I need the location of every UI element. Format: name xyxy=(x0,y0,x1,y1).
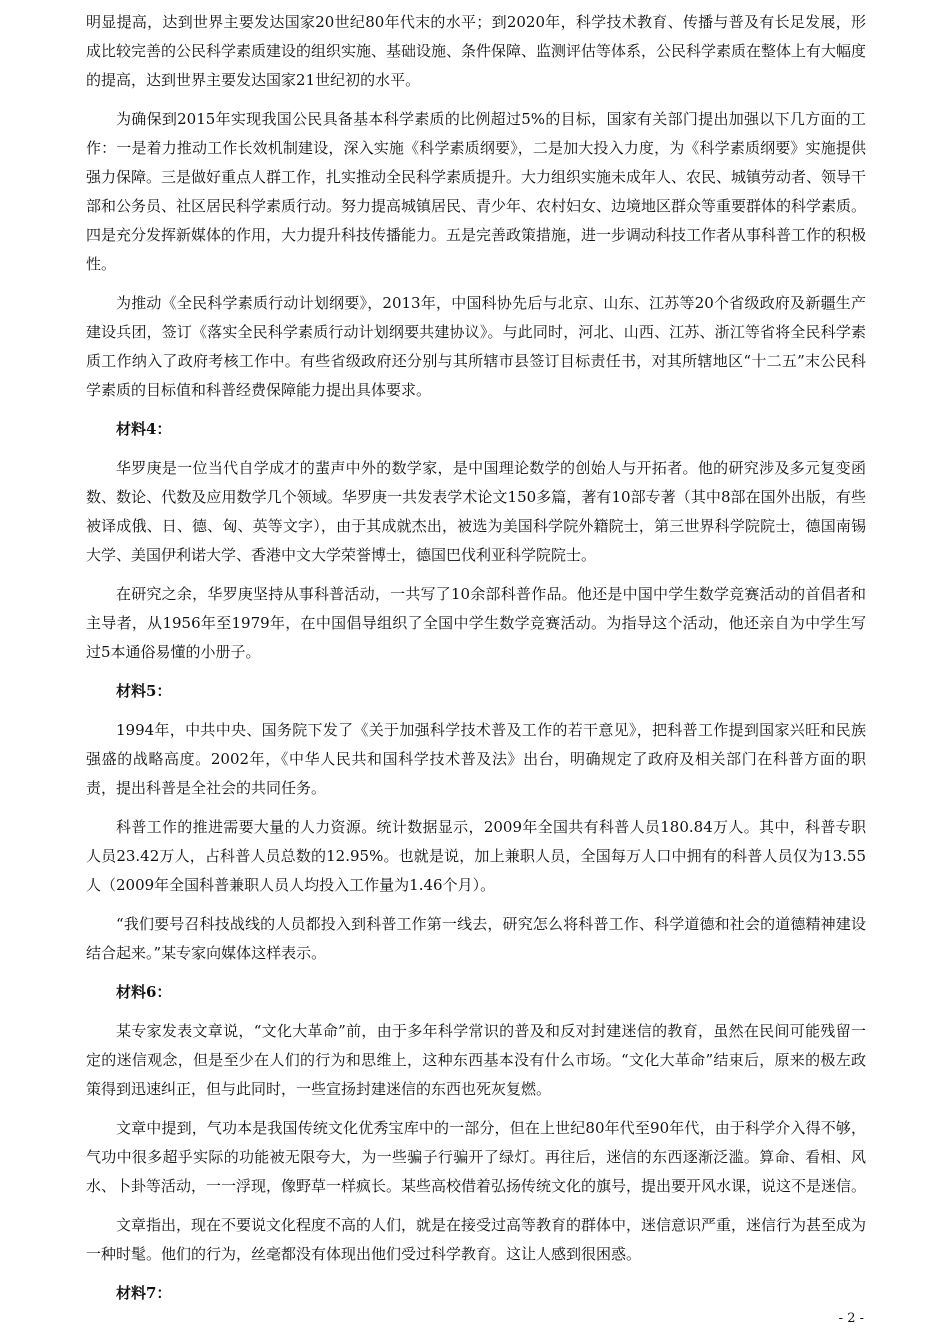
paragraph: 为确保到2015年实现我国公民具备基本科学素质的比例超过5%的目标，国家有关部门提出加强以下几方面的工作：一是着力推动工作长效机制建设，深入实施《科学素质纲要》，二是加大投入力度，为《科学素质纲要》实施提供强力保障。三是做好重点人群工作，扎实推动全民科学素质提升。大力组织实施未成年人、农民、城镇劳动者、领导干部和公务员、社区居民科学素质行动。努力提高城镇居民、青少年、农村妇女、边境地区群众等重要群体的科学素质。四是充分发挥新媒体的作用，大力提升科技传播能力。五是完善政策措施，进一步调动科技工作者从事科普工作的积极性。 xyxy=(86,110,867,273)
paragraph: 文章指出，现在不要说文化程度不高的人们，就是在接受过高等教育的群体中，迷信意识严重，迷信行为甚至成为一种时髦。他们的行为，丝毫都没有体现出他们受过科学教育。这让人感到很困惑。 xyxy=(86,1216,867,1263)
material-6-heading: 材料6： xyxy=(116,983,172,1001)
paragraph: 在研究之余，华罗庚坚持从事科普活动，一共写了10余部科普作品。他还是中国中学生数学竞赛活动的首倡者和主导者，从1956年至1979年，在中国倡导组织了全国中学生数学竞赛活动。为指导这个活动，他还亲自为中学生写过5本通俗易懂的小册子。 xyxy=(86,585,866,661)
paragraph: 某专家发表文章说，“文化大革命”前，由于多年科学常识的普及和反对封建迷信的教育，虽然在民间可能残留一定的迷信观念，但是至少在人们的行为和思维上，这种东西基本没有什么市场。“文化大革命”结束后，原来的极左政策得到迅速纠正，但与此同时，一些宣扬封建迷信的东西也死灰复燃。 xyxy=(86,1022,866,1098)
material-5-heading: 材料5： xyxy=(116,682,172,700)
paragraph-continuation: 明显提高，达到世界主要发达国家20世纪80年代末的水平；到2020年，科学技术教育、传播与普及有长足发展，形成比较完善的公民科学素质建设的组织实施、基础设施、条件保障、监测评估等体系，公民科学素质在整体上有大幅度的提高，达到世界主要发达国家21世纪初的水平。 xyxy=(86,13,867,89)
paragraph: “我们要号召科技战线的人员都投入到科普工作第一线去，研究怎么将科普工作、科学道德和社会的道德精神建设结合起来。”某专家向媒体这样表示。 xyxy=(86,915,866,962)
document-page xyxy=(86,8,866,1318)
paragraph: 为推动《全民科学素质行动计划纲要》，2013年，中国科协先后与北京、山东、江苏等20个省级政府及新疆生产建设兵团，签订《落实全民科学素质行动计划纲要共建协议》。与此同时，河北、山西、江苏、浙江等省将全民科学素质工作纳入了政府考核工作中。有些省级政府还分别与其所辖市县签订目标责任书，对其所辖地区“十二五”末公民科学素质的目标值和科普经费保障能力提出具体要求。 xyxy=(86,294,866,399)
paragraph: 文章中提到，气功本是我国传统文化优秀宝库中的一部分，但在上世纪80年代至90年代，由于科学介入得不够，气功中很多超乎实际的功能被无限夸大，为一些骗子行骗开了绿灯。再往后，迷信的东西逐渐泛滥。算命、看相、风水、卜卦等活动，一一浮现，像野草一样疯长。某些高校借着弘扬传统文化的旗号，提出要开风水课，说这不是迷信。 xyxy=(86,1119,867,1195)
paragraph: 1994年，中共中央、国务院下发了《关于加强科学技术普及工作的若干意见》，把科普工作提到国家兴旺和民族强盛的战略高度。2002年，《中华人民共和国科学技术普及法》出台，明确规定了政府及相关部门在科普方面的职责，提出科普是全社会的共同任务。 xyxy=(86,721,866,797)
paragraph: 科普工作的推进需要大量的人力资源。统计数据显示，2009年全国共有科普人员180.84万人。其中，科普专职人员23.42万人，占科普人员总数的12.95%。也就是说，加上兼职人员，全国每万人口中拥有的科普人员仅为13.55人（2009年全国科普兼职人员人均投入工作量为1.46个月）。 xyxy=(86,818,866,894)
paragraph: 华罗庚是一位当代自学成才的蜚声中外的数学家，是中国理论数学的创始人与开拓者。他的研究涉及多元复变函数、数论、代数及应用数学几个领域。华罗庚一共发表学术论文150多篇，著有10部专著（其中8部在国外出版，有些被译成俄、日、德、匈、英等文字），由于其成就杰出，被选为美国科学院外籍院士，第三世界科学院院士，德国南锡大学、美国伊利诺大学、香港中文大学荣誉博士，德国巴伐利亚科学院院士。 xyxy=(86,459,866,564)
material-7-heading: 材料7： xyxy=(116,1284,172,1302)
page-number: - 2 - xyxy=(838,1311,864,1326)
material-4-heading: 材料4： xyxy=(116,420,172,438)
